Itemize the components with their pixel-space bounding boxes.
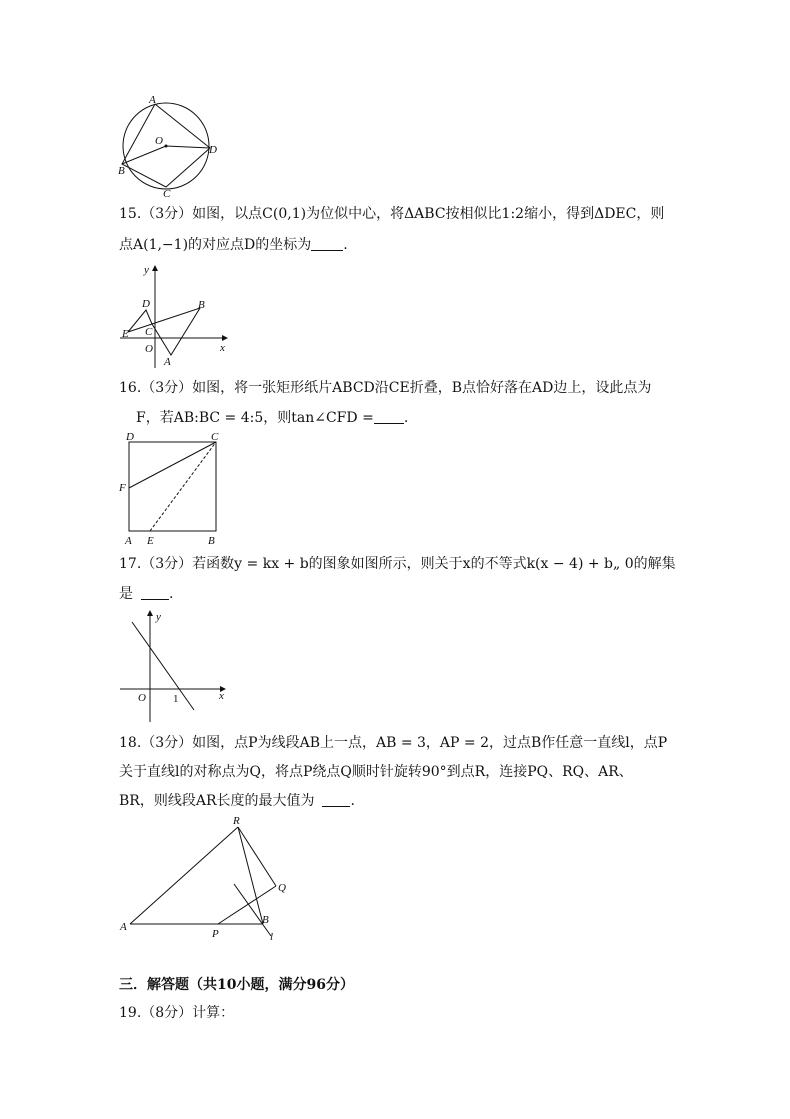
- q18-end: .: [350, 793, 355, 809]
- q16-end: .: [403, 410, 409, 426]
- q17-line2-text: 是: [119, 586, 133, 602]
- q16-segment-FC: [129, 442, 216, 488]
- q15-y-arrow: [152, 265, 158, 271]
- q15-label-E: E: [122, 328, 129, 340]
- q17-line2: [119, 584, 173, 604]
- q14-segment-OD: [166, 146, 210, 148]
- q17-figure: [118, 604, 233, 726]
- q14-label-A: A: [149, 94, 156, 106]
- q17-label-y: y: [156, 611, 161, 623]
- q18-line3: [119, 791, 355, 811]
- q16-fold-line-EC: [150, 442, 216, 531]
- q16-line2: [136, 408, 408, 428]
- q17-label-x: x: [219, 690, 224, 702]
- q18-label-R: R: [233, 815, 240, 827]
- q15-end: .: [343, 237, 348, 253]
- q18-answer-blank: [322, 792, 350, 807]
- q18-label-P: P: [212, 928, 219, 940]
- q15-x-arrow: [222, 335, 228, 341]
- q18-segment-AR: [130, 827, 238, 924]
- q18-line3-text: BR，则线段AR长度的最大值为: [119, 793, 315, 809]
- q15-figure: [118, 262, 233, 370]
- q15-label-C: C: [145, 326, 153, 338]
- q16-label-A: A: [125, 535, 132, 547]
- q18-segment-BR: [238, 827, 263, 924]
- q18-label-l: l: [270, 931, 274, 943]
- q16-line1: 16.（3分）如图，将一张矩形纸片ABCD沿CE折叠，B点恰好落在AD边上，设此点为: [119, 380, 652, 396]
- q15-line2-text: 点A(1,−1)的对应点D的坐标为: [119, 237, 312, 253]
- q19-line1: 19.（8分）计算：: [119, 1005, 235, 1021]
- q15-label-A: A: [164, 356, 171, 368]
- q16-figure: [116, 430, 226, 548]
- q16-line2-text: F，若AB:BC = 4:5，则tan∠CFD =: [136, 410, 374, 426]
- q15-triangle-ABC: [152, 308, 200, 355]
- q18-line2: 关于直线l的对称点为Q，将点P绕点Q顺时针旋转90°到点R，连接PQ、RQ、AR、: [119, 764, 633, 780]
- q15-label-B: B: [198, 299, 205, 311]
- section-heading: 三．解答题（共10小题，满分96分）: [119, 977, 354, 993]
- q16-label-C: C: [211, 431, 219, 443]
- q16-rectangle: [129, 442, 216, 531]
- q18-line1: 18.（3分）如图，点P为线段AB上一点，AB = 3，AP = 2，过点B作任意一直线l，点P: [119, 735, 668, 751]
- q14-segment-OB: [122, 146, 166, 164]
- q14-figure: [112, 92, 222, 202]
- q15-line2: [119, 235, 348, 255]
- q14-label-O: O: [155, 135, 163, 147]
- q14-label-D: D: [209, 144, 217, 156]
- q16-label-F: F: [119, 482, 126, 494]
- q16-answer-blank: [374, 409, 404, 424]
- q17-answer-blank: [141, 585, 169, 600]
- q15-label-O: O: [145, 343, 153, 355]
- q15-label-y: y: [144, 264, 149, 276]
- q14-label-C: C: [163, 188, 171, 200]
- q18-label-A: A: [120, 921, 127, 933]
- q18-segment-RQ: [238, 827, 276, 886]
- q15-line1: 15.（3分）如图，以点C(0,1)为位似中心，将ΔABC按相似比1:2缩小，得到ΔDEC，则: [119, 206, 665, 222]
- q18-label-Q: Q: [278, 882, 286, 894]
- q18-figure: [116, 812, 296, 944]
- q15-label-D: D: [142, 298, 150, 310]
- q17-label-O: O: [138, 692, 146, 704]
- q15-answer-blank: [311, 236, 343, 251]
- q17-line1: 17.（3分）若函数y = kx + b的图象如图所示，则关于x的不等式k(x − 4) + b„ 0的解集: [119, 556, 676, 572]
- q14-label-B: B: [118, 165, 125, 177]
- q16-label-D: D: [126, 431, 134, 443]
- q17-label-1: 1: [173, 693, 179, 705]
- q14-center-dot: [165, 145, 168, 148]
- q18-label-B: B: [262, 914, 269, 926]
- q15-label-x: x: [220, 342, 225, 354]
- q17-end: .: [169, 586, 174, 602]
- q16-label-E: E: [147, 535, 154, 547]
- q16-label-B: B: [208, 535, 215, 547]
- q17-y-arrow: [147, 610, 153, 616]
